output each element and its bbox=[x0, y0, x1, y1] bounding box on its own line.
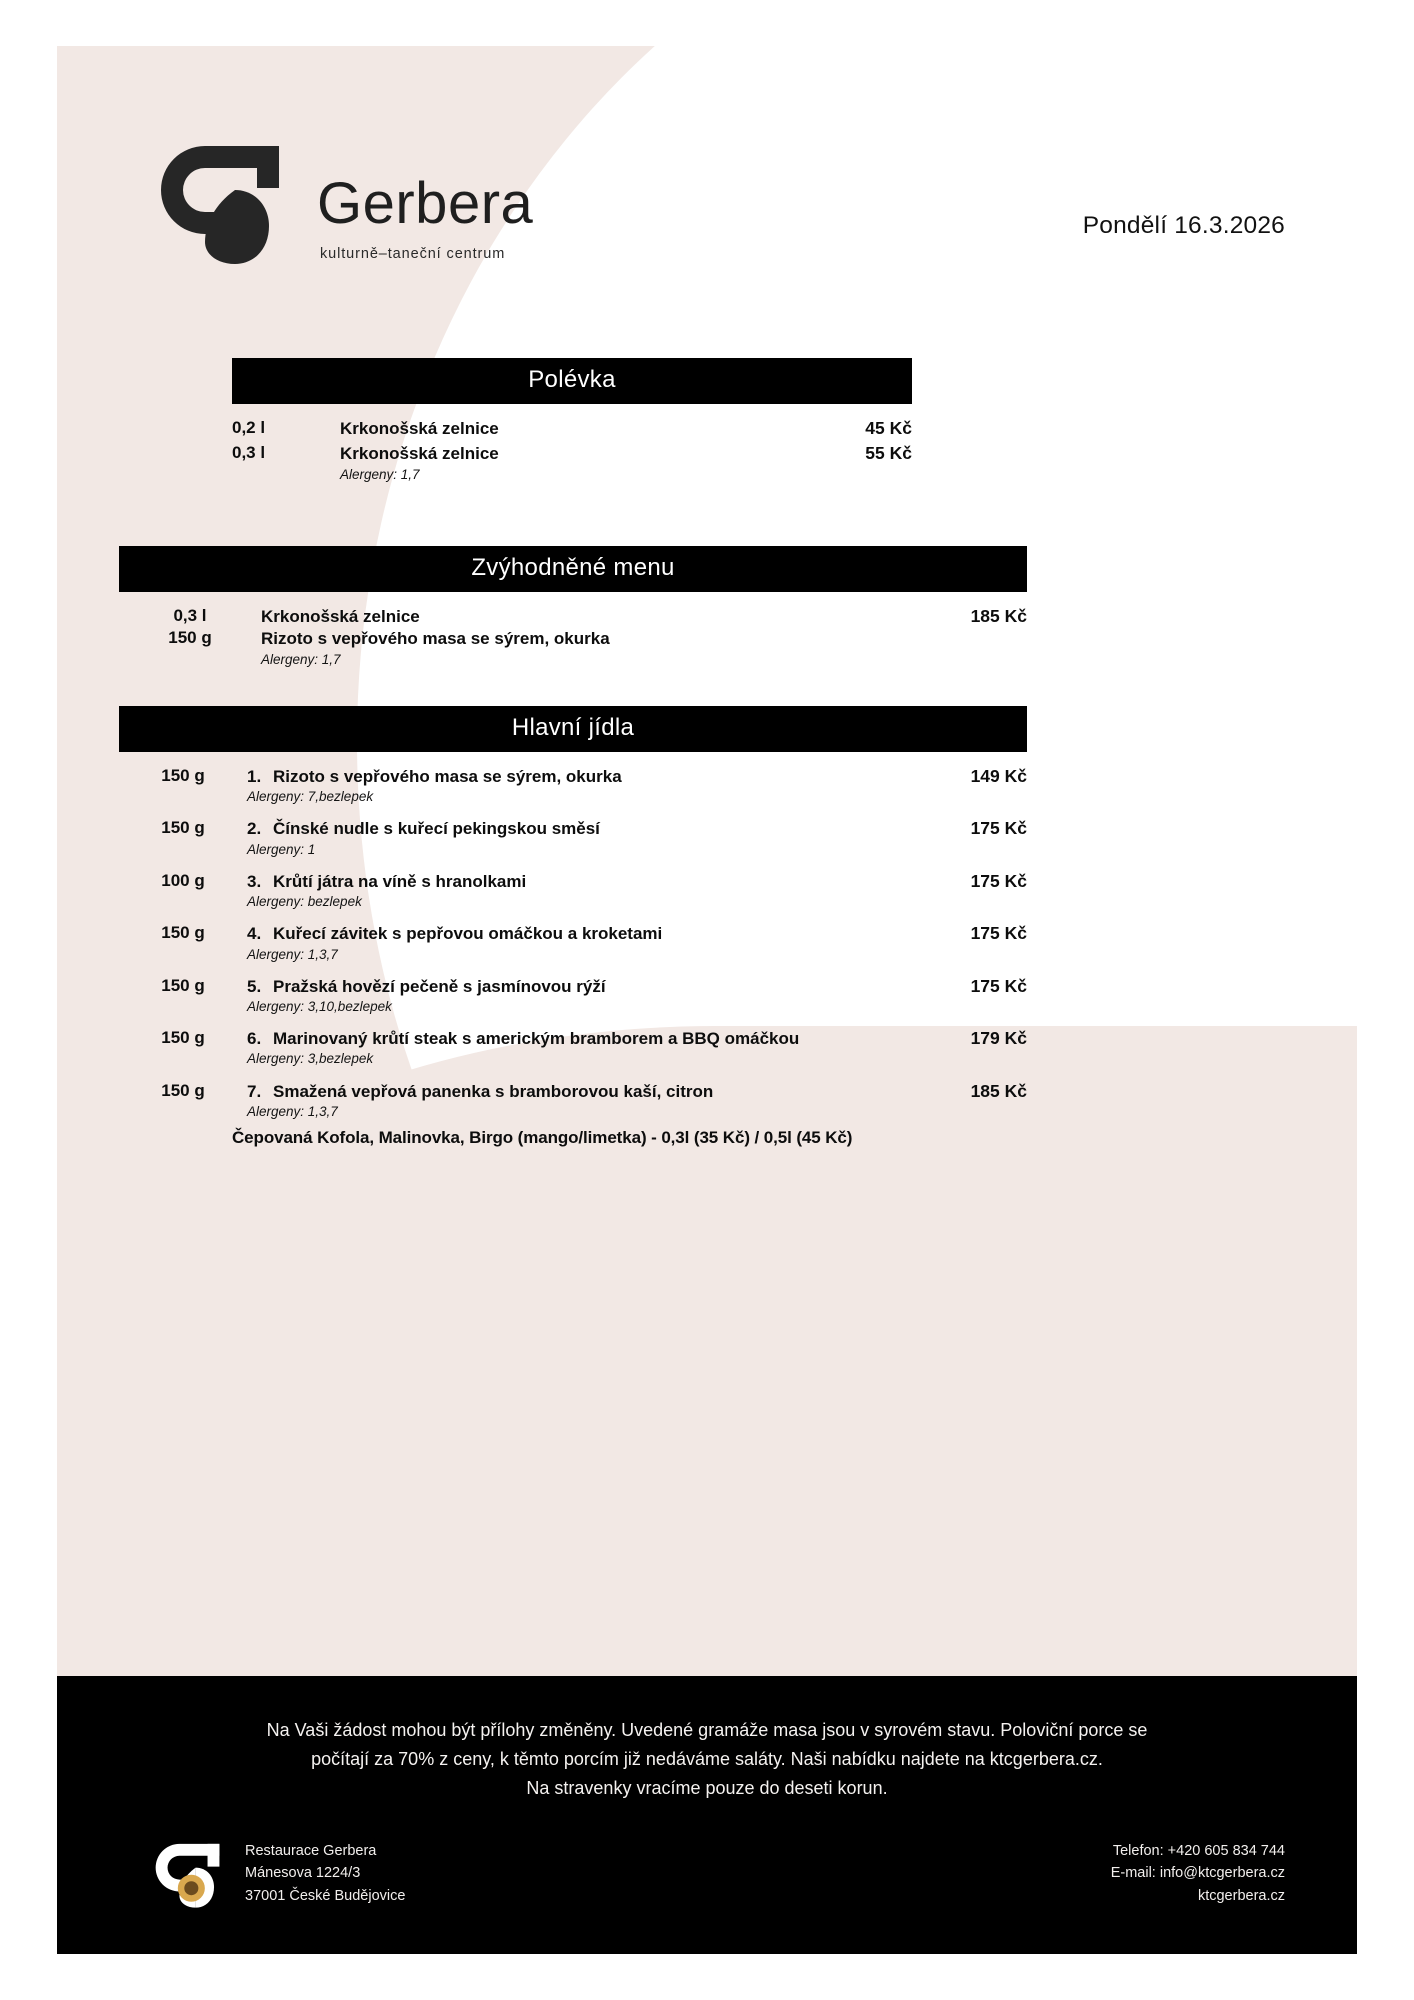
menu-row bbox=[119, 1081, 1027, 1120]
item-name: Kuřecí závitek s pepřovou omáčkou a kroketami bbox=[273, 924, 663, 944]
menu-date: Pondělí 16.3.2026 bbox=[1082, 212, 1285, 239]
item-number: 1. bbox=[247, 767, 262, 786]
brand-block bbox=[143, 124, 533, 272]
item-price: 185 Kč bbox=[970, 1080, 1027, 1101]
footer-email: E-mail: info@ktcgerbera.cz bbox=[1110, 1865, 1285, 1882]
footer-contact bbox=[1111, 1832, 1285, 1907]
item-name: Rizoto s vepřového masa se sýrem, okurka bbox=[261, 629, 610, 649]
menu-row bbox=[119, 976, 1027, 1015]
item-name: Marinovaný krůtí steak s americkým bramborem a BBQ omáčkou bbox=[273, 1029, 800, 1049]
page-footer bbox=[57, 1676, 1357, 1954]
item-name: Krkonošská zelnice bbox=[340, 444, 499, 464]
footer-bottom-bar bbox=[57, 1832, 1357, 1912]
item-name: Krůtí játra na víně s hranolkami bbox=[273, 871, 527, 891]
menu-row bbox=[119, 923, 1027, 962]
item-quantity: 150 g bbox=[161, 818, 205, 838]
section-main-dishes bbox=[119, 706, 1027, 1133]
item-number: 5. bbox=[247, 976, 262, 996]
footer-address bbox=[245, 1832, 405, 1907]
menu-row bbox=[119, 766, 1027, 805]
brand-tagline: kulturně–taneční centrum bbox=[320, 246, 506, 262]
item-number: 7. bbox=[247, 1081, 262, 1101]
item-price: 175 Kč bbox=[970, 975, 1027, 996]
soup-item-list bbox=[232, 418, 912, 483]
footer-phone: Telefon: +420 605 834 744 bbox=[1112, 1843, 1285, 1859]
item-allergens: Alergeny: 1,7 bbox=[261, 651, 341, 667]
item-price: 175 Kč bbox=[970, 818, 1027, 839]
gerbera-footer-logo-icon bbox=[143, 1832, 231, 1912]
item-name: Pražská hovězí pečeně s jasmínovou rýží bbox=[273, 976, 606, 996]
item-quantity: 150 g bbox=[161, 766, 205, 785]
item-name: Krkonošská zelnice bbox=[340, 419, 499, 438]
item-allergens: Alergeny: 3,bezlepek bbox=[247, 1051, 374, 1067]
menu-row bbox=[119, 606, 1027, 627]
item-quantity: 150 g bbox=[161, 1080, 205, 1100]
drinks-note: Čepovaná Kofola, Malinovka, Birgo (mango/limetka) - 0,3l (35 Kč) / 0,5l (45 Kč) bbox=[232, 1128, 853, 1147]
page-header bbox=[57, 96, 1357, 296]
menu-page bbox=[57, 46, 1357, 1954]
item-price: 185 Kč bbox=[970, 606, 1027, 626]
gerbera-logo-icon bbox=[143, 124, 295, 272]
footer-address-line-3: 37001 České Budějovice bbox=[245, 1887, 406, 1904]
section-title-soup: Polévka bbox=[232, 358, 912, 404]
footer-disclaimer-line-2: počítají za 70% z ceny, k těmto porcím již nedáváme saláty. Naši nabídku najdete na ktcgerbera.cz. bbox=[311, 1749, 1103, 1770]
menu-row bbox=[119, 871, 1027, 910]
item-allergens: Alergeny: 1,3,7 bbox=[247, 1103, 338, 1119]
item-price: 175 Kč bbox=[970, 870, 1027, 891]
item-name: Čínské nudle s kuřecí pekingskou směsí bbox=[273, 819, 600, 839]
item-allergens: Alergeny: 1 bbox=[247, 841, 316, 857]
item-number: 4. bbox=[247, 924, 262, 944]
item-name: Smažená vepřová panenka s bramborovou kaší, citron bbox=[273, 1081, 714, 1101]
item-price: 149 Kč bbox=[970, 766, 1027, 786]
menu-row bbox=[119, 1028, 1027, 1067]
footer-disclaimer-line-1: Na Vaši žádost mohou být přílohy změněny. Uvedené gramáže masa jsou v syrovém stavu. Poloviční porce se bbox=[266, 1720, 1148, 1740]
item-number: 2. bbox=[247, 819, 262, 839]
section-combo-menu bbox=[119, 546, 1027, 669]
item-quantity: 0,3 l bbox=[232, 443, 266, 463]
item-number: 6. bbox=[247, 1029, 262, 1049]
item-price: 179 Kč bbox=[970, 1028, 1027, 1049]
item-price: 175 Kč bbox=[970, 923, 1027, 944]
combo-item-list bbox=[119, 606, 1027, 668]
item-name: Krkonošská zelnice bbox=[261, 607, 420, 626]
item-quantity: 150 g bbox=[168, 628, 212, 648]
item-allergens: Alergeny: 3,10,bezlepek bbox=[247, 999, 392, 1014]
footer-disclaimer-line-3: Na stravenky vracíme pouze do deseti korun. bbox=[526, 1778, 888, 1799]
footer-address-line-1: Restaurace Gerbera bbox=[245, 1843, 377, 1859]
section-title-main: Hlavní jídla bbox=[119, 706, 1027, 752]
item-allergens: Alergeny: 7,bezlepek bbox=[247, 789, 374, 805]
item-quantity: 150 g bbox=[161, 923, 205, 943]
item-number: 3. bbox=[247, 871, 262, 891]
item-allergens: Alergeny: 1,7 bbox=[340, 466, 420, 482]
footer-address-line-2: Mánesova 1224/3 bbox=[245, 1865, 361, 1882]
main-item-list bbox=[119, 766, 1027, 1120]
section-title-combo: Zvýhodněné menu bbox=[119, 546, 1027, 592]
item-quantity: 0,2 l bbox=[232, 418, 266, 437]
item-quantity: 150 g bbox=[161, 1028, 205, 1048]
menu-row bbox=[119, 818, 1027, 857]
section-soup bbox=[232, 358, 912, 487]
item-quantity: 100 g bbox=[161, 870, 205, 890]
menu-row bbox=[119, 628, 1027, 667]
item-name: Rizoto s vepřového masa se sýrem, okurka bbox=[273, 767, 622, 786]
footer-website[interactable]: ktcgerbera.cz bbox=[1197, 1887, 1285, 1904]
brand-name: Gerbera bbox=[317, 171, 534, 236]
menu-row bbox=[232, 443, 912, 482]
menu-row bbox=[232, 418, 912, 439]
item-quantity: 0,3 l bbox=[173, 606, 207, 625]
footer-disclaimer bbox=[57, 1676, 1357, 1803]
item-price: 55 Kč bbox=[865, 443, 912, 464]
item-allergens: Alergeny: bezlepek bbox=[247, 894, 362, 910]
item-allergens: Alergeny: 1,3,7 bbox=[247, 946, 338, 962]
item-quantity: 150 g bbox=[161, 975, 205, 995]
item-price: 45 Kč bbox=[865, 418, 912, 438]
